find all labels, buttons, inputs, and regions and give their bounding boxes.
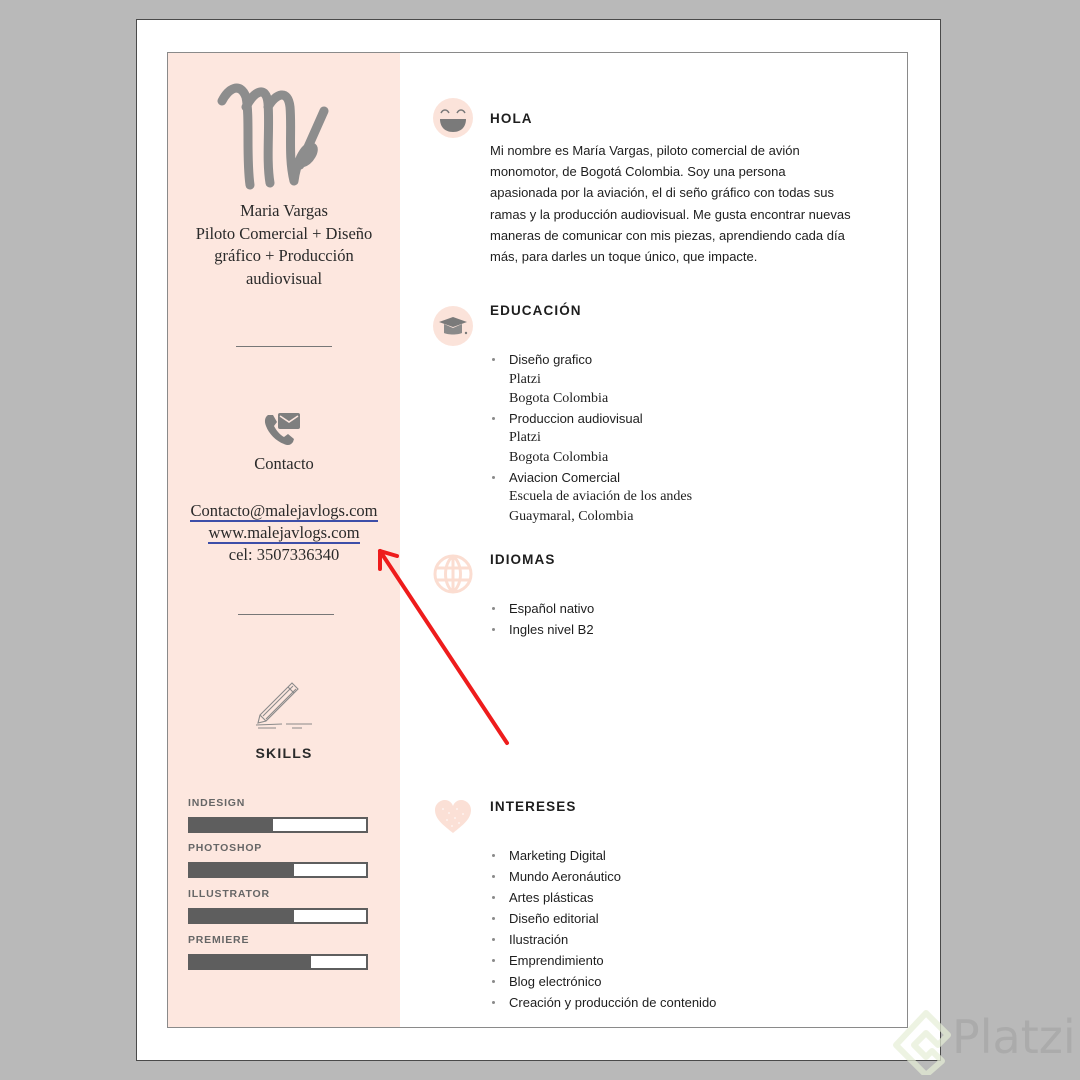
skill-indesign xyxy=(188,797,368,833)
profile-header xyxy=(168,200,400,290)
skill-label: ILLUSTRATOR xyxy=(188,888,270,900)
globe-icon xyxy=(433,554,473,594)
person-title-line-2: gráfico + Producción xyxy=(214,246,354,265)
person-name: Maria Vargas xyxy=(240,201,328,220)
paragraph-line: más, para darles un toque único, que impacte. xyxy=(490,249,758,265)
website-link[interactable]: www.malejavlogs.com xyxy=(208,523,360,542)
skill-premiere xyxy=(188,934,368,970)
paragraph-line: apasionada por la aviación, el di seño gráfico con todas sus xyxy=(490,185,834,201)
interest-item: Ilustración xyxy=(490,929,716,950)
interest-item: Diseño editorial xyxy=(490,908,716,929)
paragraph-line: monomotor, de Bogotá Colombia. Soy una persona xyxy=(490,164,786,180)
education-location: Bogota Colombia xyxy=(509,391,609,407)
email-link[interactable]: Contacto@malejavlogs.com xyxy=(190,501,378,520)
education-school: Platzi xyxy=(509,371,541,387)
paragraph-line: Mi nombre es María Vargas, piloto comercial de avión xyxy=(490,143,800,158)
contact-title: Contacto xyxy=(254,454,314,473)
skill-label: PHOTOSHOP xyxy=(188,842,263,854)
skill-fill xyxy=(190,864,294,876)
skill-progress-bar xyxy=(188,817,368,833)
interests-list xyxy=(490,845,716,1013)
skill-fill xyxy=(190,819,273,831)
person-title-line-1: Piloto Comercial + Diseño xyxy=(195,223,373,243)
section-title-hola: HOLA xyxy=(490,111,533,126)
divider xyxy=(236,346,332,347)
platzi-watermark: Platzi xyxy=(952,1010,1076,1064)
education-degree: Produccion audiovisual xyxy=(509,410,643,426)
education-item xyxy=(490,409,692,468)
phone-number: cel: 3507336340 xyxy=(228,545,340,564)
skill-fill xyxy=(190,956,311,968)
skill-progress-bar xyxy=(188,862,368,878)
skill-photoshop xyxy=(188,842,368,878)
skill-progress-bar xyxy=(188,908,368,924)
skills-title: SKILLS xyxy=(255,745,313,761)
interest-item: Emprendimiento xyxy=(490,950,716,971)
section-title-educacion: EDUCACIÓN xyxy=(490,303,582,318)
interest-item: Blog electrónico xyxy=(490,971,716,992)
education-location: Guaymaral, Colombia xyxy=(509,508,634,524)
contact-info xyxy=(168,500,400,566)
interest-item: Marketing Digital xyxy=(490,845,716,866)
languages-list xyxy=(490,598,594,640)
education-degree: Aviacion Comercial xyxy=(509,469,621,485)
section-title-intereses: INTERESES xyxy=(490,799,577,814)
language-item: Español nativo xyxy=(490,598,594,619)
heart-icon xyxy=(433,797,473,837)
about-paragraph xyxy=(490,140,900,267)
pencil-icon xyxy=(252,677,318,733)
education-location: Bogota Colombia xyxy=(509,449,609,465)
skill-illustrator xyxy=(188,888,368,924)
sidebar xyxy=(168,53,400,1027)
paragraph-line: maneras de comunicar con mis piezas, aprendiendo cada día xyxy=(490,227,845,243)
monogram-logo-icon xyxy=(212,67,352,193)
section-title-idiomas: IDIOMAS xyxy=(490,552,556,567)
education-item xyxy=(490,350,692,409)
education-school: Escuela de aviación de los andes xyxy=(509,489,693,505)
language-item: Ingles nivel B2 xyxy=(490,619,594,640)
education-item xyxy=(490,468,692,527)
interest-item: Creación y producción de contenido xyxy=(490,992,716,1013)
graduation-cap-icon xyxy=(433,306,473,346)
divider xyxy=(238,614,334,615)
phone-mail-icon xyxy=(264,411,302,447)
skill-progress-bar xyxy=(188,954,368,970)
skill-label: INDESIGN xyxy=(188,797,246,809)
resume-page xyxy=(136,19,941,1061)
education-school: Platzi xyxy=(509,430,541,446)
education-degree: Diseño grafico xyxy=(509,352,593,367)
interest-item: Mundo Aeronáutico xyxy=(490,866,716,887)
person-title-line-3: audiovisual xyxy=(245,268,323,288)
education-list xyxy=(490,350,692,526)
skill-fill xyxy=(190,910,294,922)
smiley-icon xyxy=(433,98,473,138)
resume-frame xyxy=(167,52,908,1028)
skill-label: PREMIERE xyxy=(188,934,250,946)
paragraph-line: ramas y la producción audiovisual. Me gusta encontrar nuevas xyxy=(490,206,851,222)
interest-item: Artes plásticas xyxy=(490,887,716,908)
